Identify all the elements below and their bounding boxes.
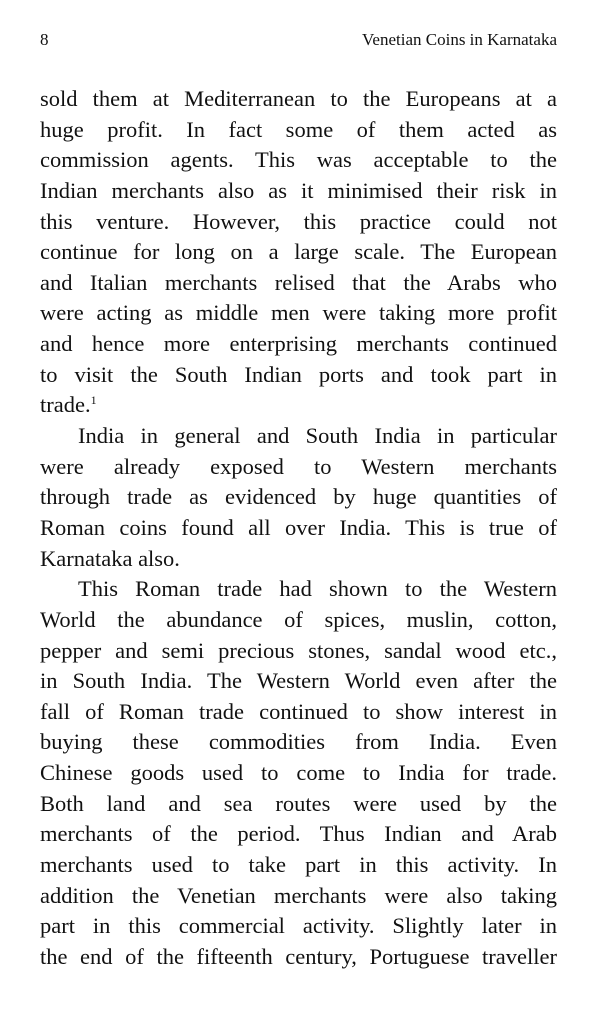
text-line: and hence more enterprising merchants continued [40, 331, 557, 357]
text-line: India in general and South India in particular [78, 423, 557, 449]
text-line: were acting as middle men were taking more profit [40, 300, 557, 326]
text-line: sold them at Mediterranean to the Europeans at a [40, 86, 557, 111]
page-number: 8 [40, 30, 49, 49]
text-line: fall of Roman trade continued to show interest in [40, 698, 557, 724]
text-line: through trade as evidenced by huge quantities of [40, 484, 557, 510]
text-line: and Italian merchants relised that the Arabs who [40, 269, 557, 295]
text-line: the end of the fifteenth century, Portuguese traveller [40, 943, 557, 969]
footnote-mark: 1 [90, 393, 97, 408]
text-line-content: trade. [40, 392, 91, 418]
text-line: Both land and sea routes were used by the [40, 790, 557, 816]
paragraph [40, 421, 557, 574]
text-line: pepper and semi precious stones, sandal wood etc., [40, 637, 557, 663]
text-line: Roman coins found all over India. This is true of [40, 514, 557, 540]
paragraph [40, 84, 557, 421]
page-header [40, 30, 557, 56]
text-line: Karnataka also. [40, 545, 180, 571]
text-line: This Roman trade had shown to the Western [78, 576, 557, 602]
text-line: continue for long on a large scale. The European [40, 239, 557, 265]
text-line: this venture. However, this practice could not [40, 208, 557, 234]
text-line [40, 390, 557, 421]
text-line: were already exposed to Western merchants [40, 453, 557, 479]
text-line: Chinese goods used to come to India for trade. [40, 760, 557, 786]
page-body [40, 84, 557, 973]
text-line: Indian merchants also as it minimised their risk in [40, 177, 557, 203]
text-line: huge profit. In fact some of them acted as [40, 116, 557, 142]
text-line: addition the Venetian merchants were also taking [40, 882, 557, 908]
text-line: World the abundance of spices, muslin, cotton, [40, 606, 557, 632]
text-line: merchants used to take part in this activity. In [40, 852, 557, 878]
text-line: buying these commodities from India. Even [40, 729, 557, 755]
text-line: commission agents. This was acceptable to the [40, 147, 557, 173]
text-line: in South India. The Western World even after the [40, 668, 557, 694]
text-line: to visit the South Indian ports and took part in [40, 361, 557, 387]
running-title: Venetian Coins in Karnataka [362, 30, 557, 49]
text-line: part in this commercial activity. Slightly later in [40, 913, 557, 939]
paragraph [40, 574, 557, 972]
text-line: merchants of the period. Thus Indian and Arab [40, 821, 557, 847]
